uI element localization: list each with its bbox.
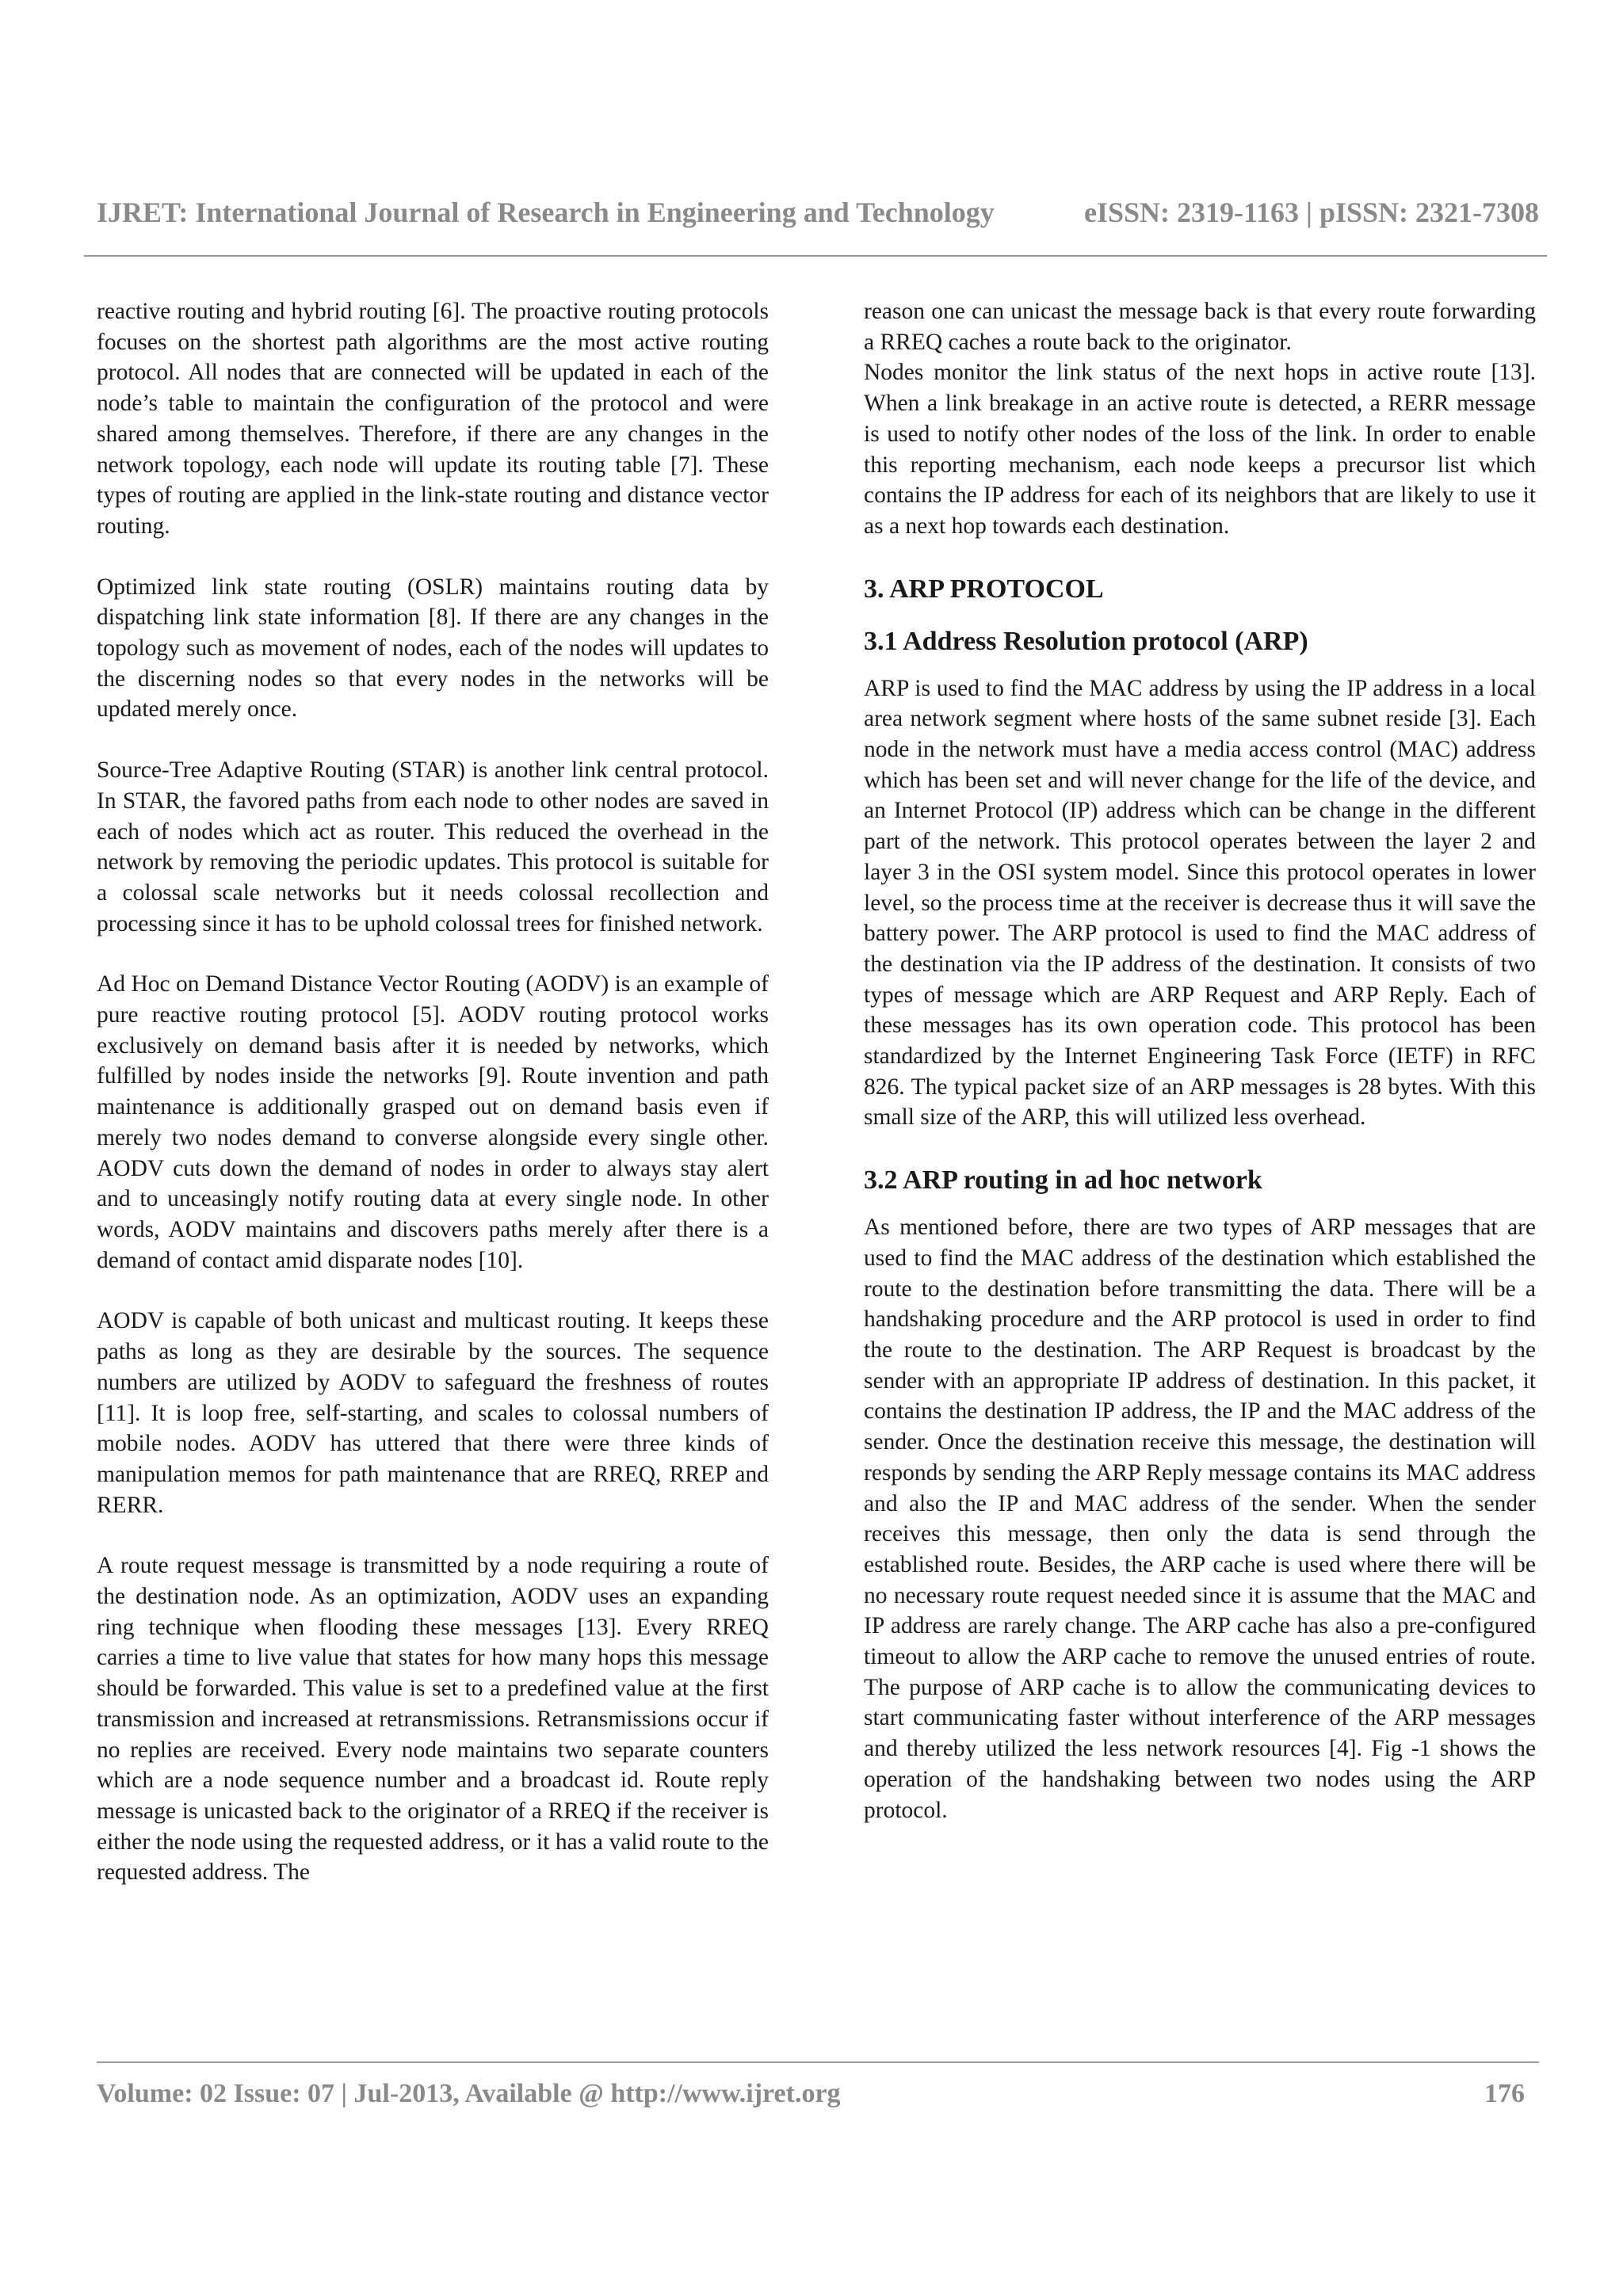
paragraph-link-status: Nodes monitor the link status of the next hops in active route [13]. When a link breakage in an active route is detected, a RERR message is used to notify other nodes of the loss of the link. In order to enable this reporting mechanism, each node keeps a precursor list which contains the IP address for each of its neighbors that are likely to use it as a next hop towards each destination. (864, 360, 1536, 539)
subsection-heading-arp-definition: 3.1 Address Resolution protocol (ARP) (864, 626, 1308, 656)
footer-volume-info: Volume: 02 Issue: 07 | Jul-2013, Available @ http://www.ijret.org (97, 2079, 841, 2108)
subsection-heading-arp-routing: 3.2 ARP routing in ad hoc network (864, 1165, 1262, 1196)
paragraph-star: Source-Tree Adaptive Routing (STAR) is another link central protocol. In STAR, the favored paths from each node to other nodes are saved in each of nodes which act as router. This reduced the overhead in the network by removing the periodic updates. This protocol is suitable for a colossal scale networks but it needs colossal recollection and processing since it has to be uphold colossal trees for finished network. (97, 757, 769, 936)
paragraph-aodv-intro: Ad Hoc on Demand Distance Vector Routing (AODV) is an example of pure reactive routing protocol [5]. AODV routing protocol works exclusively on demand basis after it is needed by networks, which fulfilled by nodes inside the networks [9]. Route invention and path maintenance is additionally grasped out on demand basis even if merely two nodes demand to converse alongside every single other. AODV cuts down the demand of nodes in order to always stay alert and to unceasingly notify routing data at every single node. In other words, AODV maintains and discovers paths merely after there is a demand of contact amid disparate nodes [10]. (97, 971, 769, 1273)
paragraph-oslr: Optimized link state routing (OSLR) maintains routing data by dispatching link state information [8]. If there are any changes in the topology such as movement of nodes, each of the nodes will updates to the discerning nodes so that every nodes in the networks will be updated merely once. (97, 574, 769, 723)
journal-title: IJRET: International Journal of Research in Engineering and Technology (97, 196, 995, 228)
left-column (97, 296, 769, 1888)
paragraph-arp-definition: ARP is used to find the MAC address by using the IP address in a local area network segment where hosts of the same subnet reside [3]. Each node in the network must have a media access control (MAC) address which has been set and will never change for the life of the device, and an Internet Protocol (IP) address which can be change in the different part of the network. This protocol operates between the layer 2 and layer 3 in the OSI system model. Since this protocol operates in lower level, so the process time at the receiver is decrease thus it will save the battery power. The ARP protocol is used to find the MAC address of the destination via the IP address of the destination. It consists of two types of message which are ARP Request and ARP Reply. Each of these messages has its own operation code. This protocol has been standardized by the Internet Engineering Task Force (IETF) in RFC 826. The typical packet size of an ARP messages is 28 bytes. With this small size of the ARP, this will utilized less overhead. (864, 675, 1536, 1131)
header-divider (84, 255, 1547, 257)
page-footer (97, 2079, 1525, 2109)
paragraph-route-request: A route request message is transmitted by a node requiring a route of the destination node. As an optimization, AODV uses an expanding ring technique when flooding these messages [13]. Every RREQ carries a time to live value that states for how many hops this message should be forwarded. This value is set to a predefined value at the first transmission and increased at retransmissions. Retransmissions occur if no replies are received. Every node maintains two separate counters which are a node sequence number and a broadcast id. Route reply message is unicasted back to the originator of a RREQ if the receiver is either the node using the requested address, or it has a valid route to the requested address. The (97, 1553, 769, 1886)
paragraph-arp-routing: As mentioned before, there are two types of ARP messages that are used to find the MAC address of the destination which established the route to the destination before transmitting the data. There will be a handshaking procedure and the ARP protocol is used in order to find the route to the destination. The ARP Request is broadcast by the sender with an appropriate IP address of destination. In this packet, it contains the destination IP address, the IP and the MAC address of the sender. Once the destination receive this message, the destination will responds by sending the ARP Reply message contains its MAC address and also the IP and MAC address of the sender. When the sender receives this message, then only the data is send through the established route. Besides, the ARP cache is used where there will be no necessary route request needed since it is assume that the MAC and IP address are rarely change. The ARP cache has also a pre-configured timeout to allow the ARP cache to remove the unused entries of route. The purpose of ARP cache is to allow the communicating devices to start communicating faster without interference of the ARP messages and thereby utilized the less network resources [4]. Fig -1 shows the operation of the handshaking between two nodes using the ARP protocol. (864, 1215, 1536, 1823)
issn-text: eISSN: 2319-1163 | pISSN: 2321-7308 (1084, 196, 1539, 228)
footer-divider (97, 2061, 1539, 2063)
section-heading-arp: 3. ARP PROTOCOL (864, 574, 1104, 604)
right-column (864, 296, 1536, 1825)
paragraph-unicast-reason: reason one can unicast the message back is that every route forwarding a RREQ caches a route back to the originator. (864, 299, 1536, 355)
paragraph-proactive-routing: reactive routing and hybrid routing [6]. The proactive routing protocols focuses on the shortest path algorithms are the most active routing protocol. All nodes that are connected will be updated in each of the node’s table to maintain the configuration of the protocol and were shared among themselves. Therefore, if there are any changes in the network topology, each node will update its routing table [7]. These types of routing are applied in the link-state routing and distance vector routing. (97, 299, 769, 539)
paragraph-aodv-unicast: AODV is capable of both unicast and multicast routing. It keeps these paths as long as they are desirable by the sources. The sequence numbers are utilized by AODV to safeguard the freshness of routes [11]. It is loop free, self-starting, and scales to colossal numbers of mobile nodes. AODV has uttered that there were three kinds of manipulation memos for path maintenance that are RREQ, RREP and RERR. (97, 1308, 769, 1518)
page-header (97, 189, 1539, 236)
page-number: 176 (1484, 2079, 1525, 2108)
